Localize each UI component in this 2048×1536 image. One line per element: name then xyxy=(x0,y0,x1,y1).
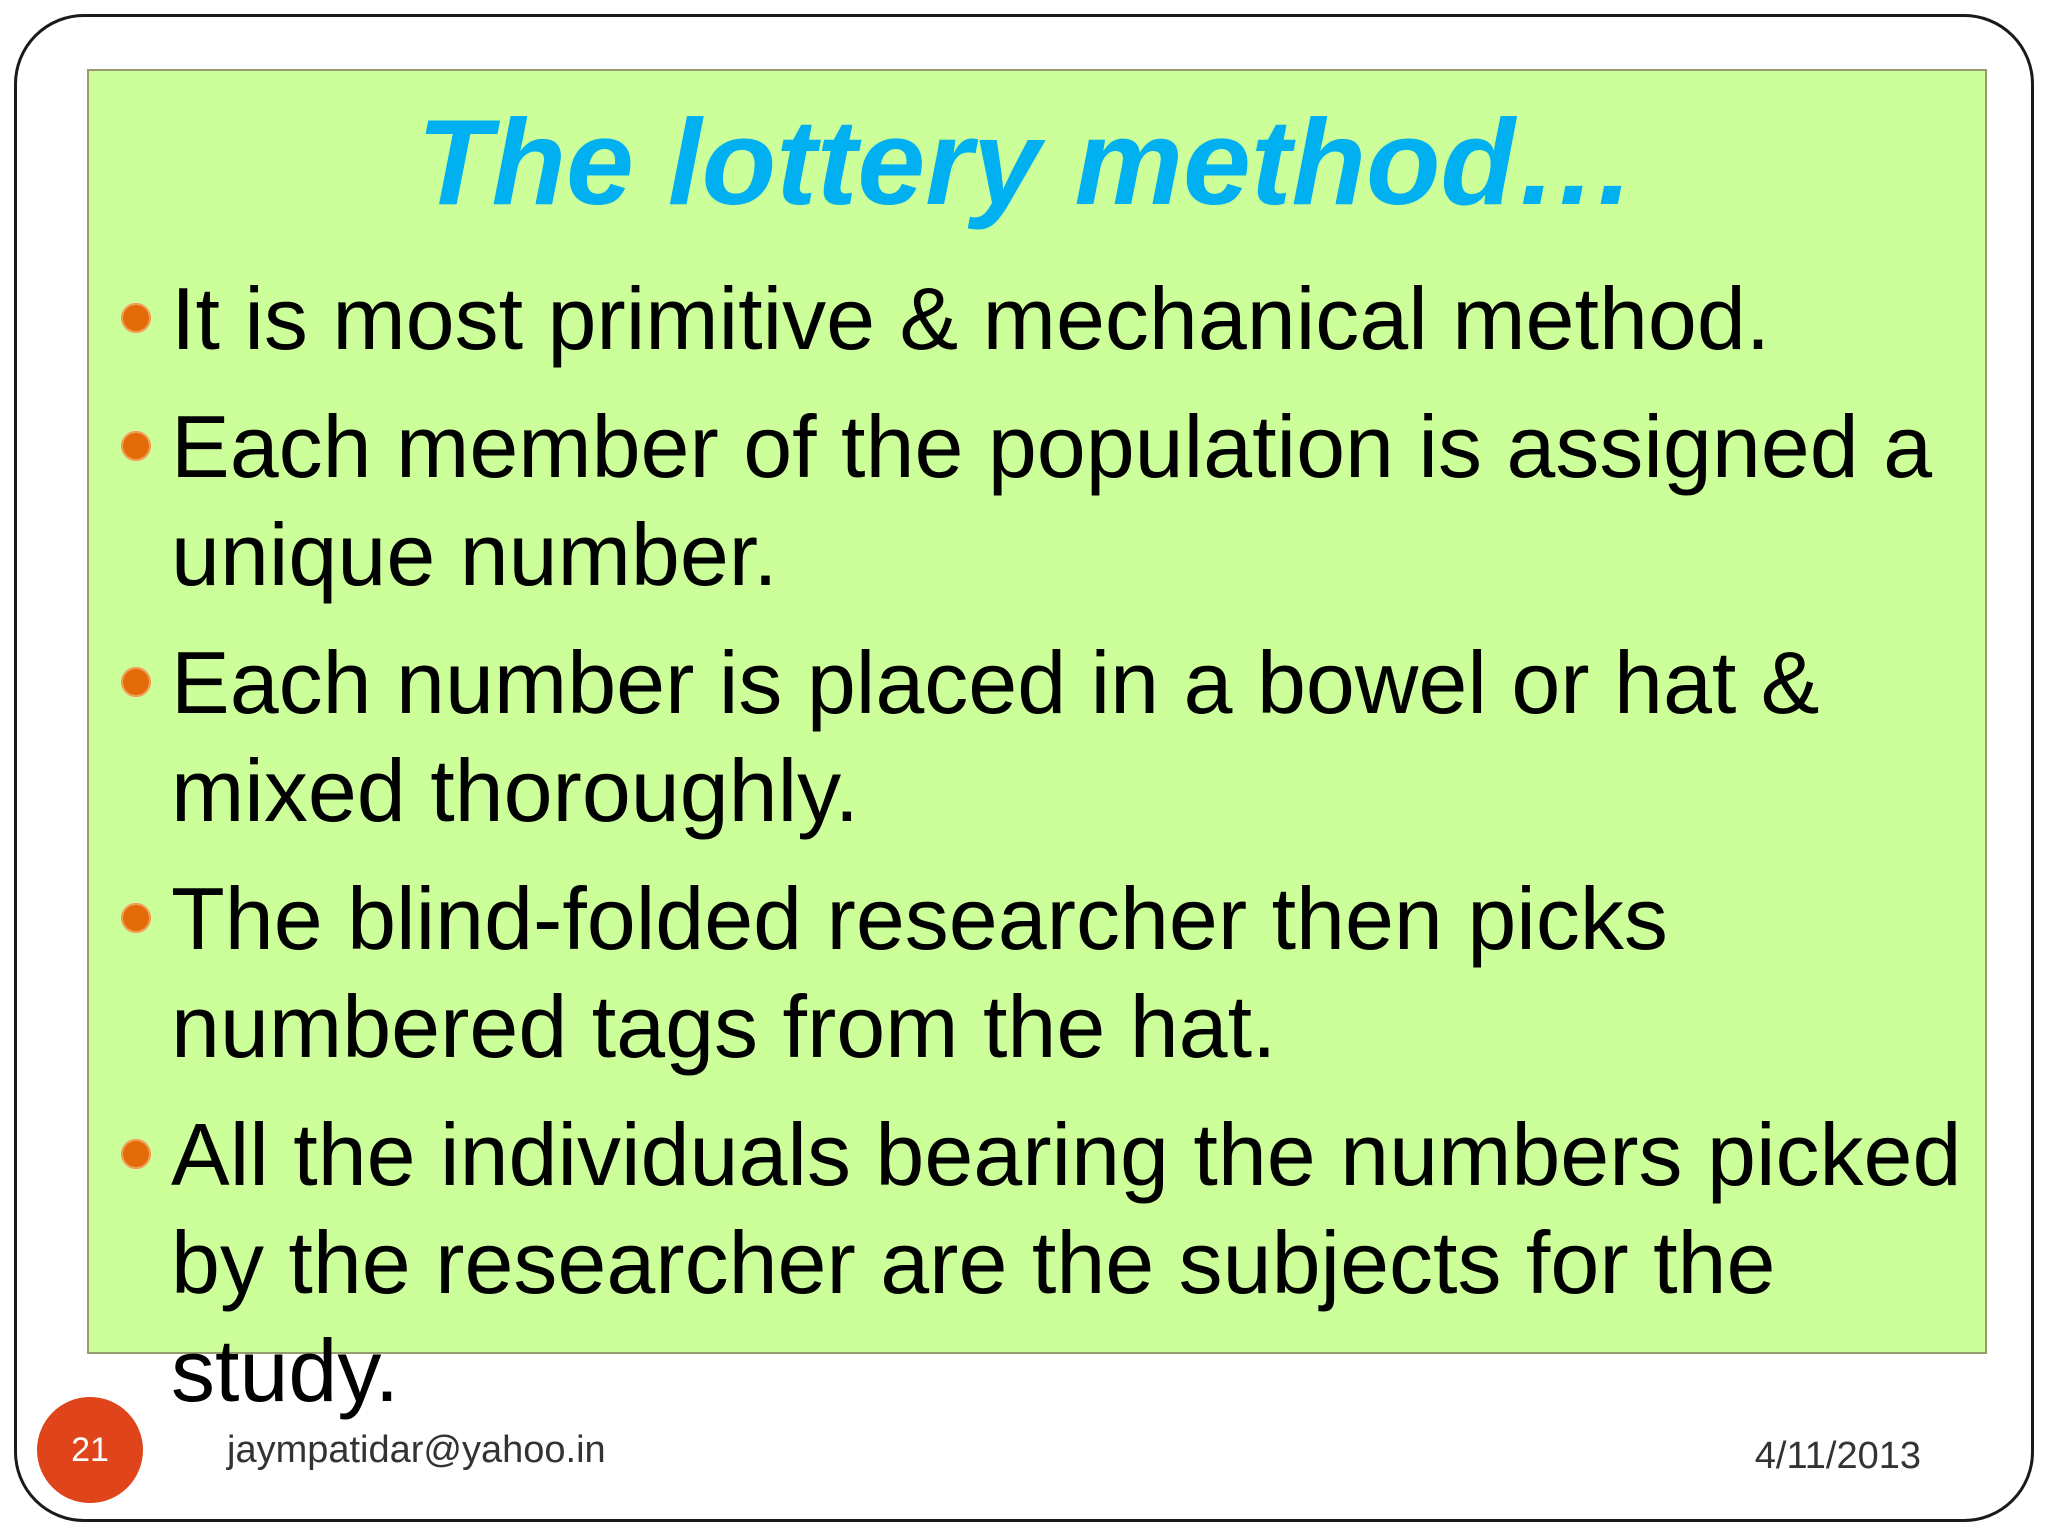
bullet-dot-icon xyxy=(121,303,151,333)
bullet-text: Each member of the population is assigned a unique number. xyxy=(171,397,1933,604)
slide xyxy=(14,14,2034,1522)
bullet-text: It is most primitive & mechanical method. xyxy=(171,269,1771,368)
bullet-dot-icon xyxy=(121,903,151,933)
bullet-dot-icon xyxy=(121,667,151,697)
bullet-item xyxy=(171,865,1991,1081)
footer-email: jaympatidar@yahoo.in xyxy=(227,1429,606,1471)
bullet-dot-icon xyxy=(121,1139,151,1169)
footer-date: 4/11/2013 xyxy=(1754,1435,1921,1477)
bullet-text: The blind-folded researcher then picks numbered tags from the hat. xyxy=(171,869,1668,1076)
slide-title: The lottery method… xyxy=(416,94,1638,230)
page-number-badge: 21 xyxy=(37,1397,143,1503)
bullet-text: All the individuals bearing the numbers picked by the researcher are the subjects for the study. xyxy=(171,1105,1962,1420)
bullet-list xyxy=(171,265,1991,1445)
bullet-text: Each number is placed in a bowel or hat & mixed thoroughly. xyxy=(171,633,1820,840)
bullet-item xyxy=(171,629,1991,845)
bullet-item xyxy=(171,1101,1991,1425)
bullet-item xyxy=(171,393,1991,609)
bullet-dot-icon xyxy=(121,431,151,461)
bullet-item xyxy=(171,265,1991,373)
